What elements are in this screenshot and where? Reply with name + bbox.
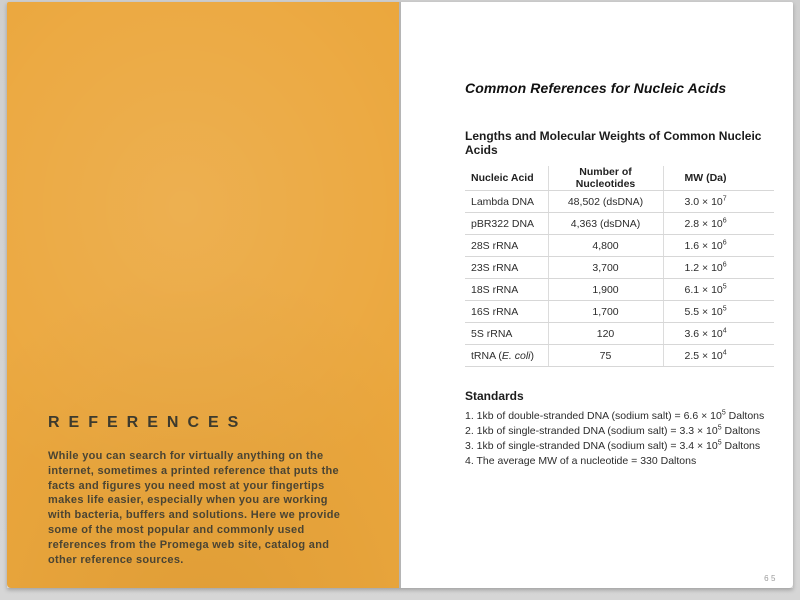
book-spread <box>7 2 793 588</box>
acid-text: ) <box>530 349 535 362</box>
nucleic-acid-name <box>465 345 548 367</box>
acid-text: Lambda DNA <box>471 195 535 208</box>
nucleotide-count: 1,900 <box>548 279 663 301</box>
molecular-weight <box>663 323 774 345</box>
mw-base: 3.6 × 10 <box>684 327 723 340</box>
molecular-weight <box>663 257 774 279</box>
mw-base: 6.1 × 10 <box>684 283 723 296</box>
mw-base: 1.6 × 10 <box>684 239 723 252</box>
acid-text: 16S rRNA <box>471 305 519 318</box>
mw-exponent: 4 <box>722 327 727 334</box>
nucleotide-count: 4,800 <box>548 235 663 257</box>
standards-heading: Standards <box>465 389 524 403</box>
nucleotide-count: 48,502 (dsDNA) <box>548 191 663 213</box>
mw-base: 3.0 × 10 <box>684 195 723 208</box>
molecular-weight <box>663 301 774 323</box>
table-row <box>465 213 774 235</box>
chapter-intro-paragraph: While you can search for virtually anything on the internet, sometimes a printed reference that puts the facts and figures you need most at your fingertips makes life easier, especially when you are working with bacteria, buffers and solutions. Here we provide some of the most popular and commonly used references from the Promega web site, catalog and other reference sources. <box>48 450 341 566</box>
nucleic-acid-name <box>465 323 548 345</box>
column-header-nucleic-acid: Nucleic Acid <box>465 166 548 191</box>
page-number: 65 <box>764 574 778 583</box>
right-page-content <box>465 80 777 469</box>
mw-base: 5.5 × 10 <box>684 305 723 318</box>
nucleotide-count: 4,363 (dsDNA) <box>548 213 663 235</box>
section-title: Common References for Nucleic Acids <box>465 80 727 96</box>
standards-text: 4. The average MW of a nucleotide = 330 Daltons <box>465 455 697 467</box>
standards-item <box>465 439 777 454</box>
table-row <box>465 257 774 279</box>
standards-text: Daltons <box>721 440 761 452</box>
standards-text: 2. 1kb of single-stranded DNA (sodium salt) = 3.3 × 10 <box>465 425 718 437</box>
nucleic-acid-name <box>465 301 548 323</box>
nucleic-acid-name <box>465 257 548 279</box>
acid-text: 28S rRNA <box>471 239 519 252</box>
molecular-weight <box>663 191 774 213</box>
standards-item <box>465 409 777 424</box>
column-header-number-of-nucleotides: Number of Nucleotides <box>548 166 663 191</box>
acid-text: tRNA ( <box>471 349 502 362</box>
standards-text: Daltons <box>725 410 765 422</box>
acid-text: pBR322 DNA <box>471 217 535 230</box>
mw-base: 2.5 × 10 <box>684 349 723 362</box>
acid-text: 5S rRNA <box>471 327 513 340</box>
acid-organism-italic: E. coli <box>501 349 531 362</box>
standards-text: 1. 1kb of double-stranded DNA (sodium salt) = 6.6 × 10 <box>465 410 722 422</box>
table-row <box>465 235 774 257</box>
table-heading: Lengths and Molecular Weights of Common Nucleic Acids <box>465 129 762 157</box>
nucleotide-count: 1,700 <box>548 301 663 323</box>
mw-exponent: 6 <box>722 261 727 268</box>
chapter-heading: REFERENCES <box>48 414 248 431</box>
table-header-row <box>465 166 774 191</box>
molecular-weight <box>663 235 774 257</box>
standards-item <box>465 424 777 439</box>
table-row <box>465 345 774 367</box>
standards-exponent: 5 <box>721 409 726 417</box>
table-row <box>465 301 774 323</box>
table-row <box>465 279 774 301</box>
mw-exponent: 6 <box>722 217 727 224</box>
standards-text: 3. 1kb of single-stranded DNA (sodium salt) = 3.4 × 10 <box>465 440 718 452</box>
molecular-weight <box>663 279 774 301</box>
mw-exponent: 7 <box>722 195 727 202</box>
nucleotide-count: 3,700 <box>548 257 663 279</box>
mw-exponent: 6 <box>722 239 727 246</box>
molecular-weight <box>663 345 774 367</box>
acid-text: 23S rRNA <box>471 261 519 274</box>
standards-item <box>465 454 777 469</box>
mw-exponent: 5 <box>722 305 727 312</box>
mw-base: 2.8 × 10 <box>684 217 723 230</box>
mw-base: 1.2 × 10 <box>684 261 723 274</box>
nucleic-acids-table <box>465 166 774 367</box>
column-header-mw-da: MW (Da) <box>663 166 774 191</box>
nucleic-acid-name <box>465 191 548 213</box>
nucleotide-count: 120 <box>548 323 663 345</box>
references-intro-block <box>48 414 368 567</box>
standards-exponent: 5 <box>717 439 722 447</box>
mw-exponent: 4 <box>722 349 727 356</box>
standards-section <box>465 389 777 469</box>
table-row <box>465 323 774 345</box>
nucleic-acid-name <box>465 235 548 257</box>
right-page <box>401 2 793 588</box>
left-page <box>7 2 399 588</box>
nucleic-acid-name <box>465 279 548 301</box>
acid-text: 18S rRNA <box>471 283 519 296</box>
nucleic-acid-name <box>465 213 548 235</box>
standards-exponent: 5 <box>717 424 722 432</box>
standards-text: Daltons <box>721 425 761 437</box>
nucleotide-count: 75 <box>548 345 663 367</box>
table-row <box>465 191 774 213</box>
mw-exponent: 5 <box>722 283 727 290</box>
molecular-weight <box>663 213 774 235</box>
